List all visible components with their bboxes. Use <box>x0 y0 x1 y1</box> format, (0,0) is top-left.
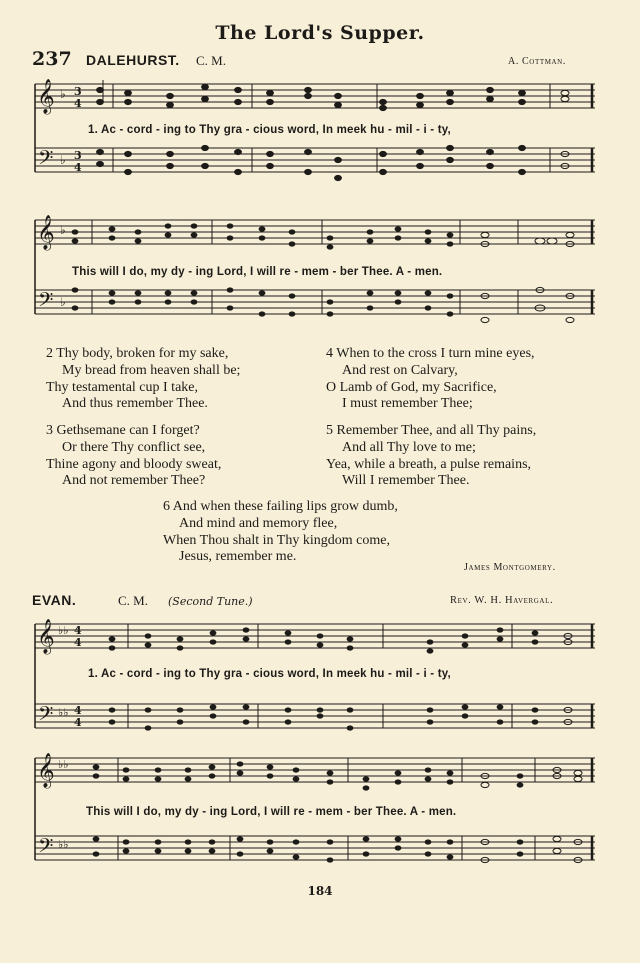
svg-text:𝄞: 𝄞 <box>37 753 55 788</box>
svg-text:4: 4 <box>74 704 82 717</box>
stanza-4 <box>326 346 535 413</box>
music-system-1 <box>30 76 600 196</box>
tune-meter: C. M. <box>196 53 226 68</box>
svg-text:𝄢: 𝄢 <box>38 146 54 174</box>
stanza-line: And mind and memory flee, <box>179 515 338 531</box>
stanza-3 <box>46 423 221 490</box>
svg-text:𝄞: 𝄞 <box>37 619 55 654</box>
lyric-line: 1. Ac - cord - ing to Thy gra - cious word, In meek hu - mil - i - ty, <box>88 668 451 680</box>
tune-name: EVAN. <box>32 592 77 608</box>
lyric-line: This will I do, my dy - ing Lord, I will re - mem - ber Thee. A - men. <box>72 266 443 278</box>
stanza-line: Jesus, remember me. <box>179 549 297 565</box>
stanza-line: When Thou shalt in Thy kingdom come, <box>163 532 390 548</box>
svg-text:♭♭: ♭♭ <box>58 838 69 851</box>
svg-text:𝄞: 𝄞 <box>37 79 55 114</box>
stanza-2 <box>46 346 240 413</box>
svg-text:4: 4 <box>74 716 82 729</box>
stanza-line: I must remember Thee; <box>342 396 473 412</box>
stanza-line: And thus remember Thee. <box>62 396 208 412</box>
stanza-line: Or there Thy conflict see, <box>62 439 206 455</box>
svg-text:4: 4 <box>74 636 82 649</box>
svg-text:♭: ♭ <box>60 223 66 237</box>
svg-text:𝄢: 𝄢 <box>38 288 54 316</box>
author-credit: James Montgomery. <box>464 562 556 573</box>
svg-text:4: 4 <box>74 97 82 110</box>
svg-text:3: 3 <box>74 149 82 162</box>
stanza-line: And all Thy love to me; <box>342 439 476 455</box>
lyric-line: 1. Ac - cord - ing to Thy gra - cious word, In meek hu - mil - i - ty, <box>88 124 451 136</box>
stanza-line: My bread from heaven shall be; <box>62 362 241 378</box>
tune-subtitle: (Second Tune.) <box>168 595 253 608</box>
hymn-number: 237 <box>32 48 72 70</box>
svg-text:4: 4 <box>74 624 82 637</box>
stanza-line: O Lamb of God, my Sacrifice, <box>326 379 497 395</box>
svg-text:♭: ♭ <box>60 153 66 167</box>
composer-credit: A. Cottman. <box>508 56 566 67</box>
page-title: The Lord's Supper. <box>215 22 425 44</box>
stanza-line: Thine agony and bloody sweat, <box>46 456 222 472</box>
svg-text:4: 4 <box>74 161 82 174</box>
stanza-line: 3 Gethsemane can I forget? <box>46 423 200 438</box>
svg-text:♭: ♭ <box>60 87 66 101</box>
stanza-line: Yea, while a breath, a pulse remains, <box>326 456 532 472</box>
page-number: 184 <box>307 884 333 898</box>
tune-name: DALEHURST. <box>86 52 180 68</box>
svg-text:♭♭: ♭♭ <box>58 758 69 771</box>
stanza-line: Will I remember Thee. <box>342 473 470 489</box>
stanza-line: And rest on Calvary, <box>342 362 458 378</box>
svg-text:3: 3 <box>74 85 82 98</box>
composer-credit: Rev. W. H. Havergal. <box>450 595 554 606</box>
stanza-6 <box>163 499 398 566</box>
tune-meter: C. M. <box>118 593 148 608</box>
svg-text:♭: ♭ <box>60 295 66 309</box>
svg-text:𝄢: 𝄢 <box>38 834 54 862</box>
svg-text:𝄢: 𝄢 <box>38 702 54 730</box>
stanza-line: 2 Thy body, broken for my sake, <box>46 346 229 361</box>
svg-text:𝄞: 𝄞 <box>37 215 55 250</box>
stanza-line: 4 When to the cross I turn mine eyes, <box>326 346 535 361</box>
lyric-line: This will I do, my dy - ing Lord, I will re - mem - ber Thee. A - men. <box>86 806 457 818</box>
stanza-5 <box>326 423 536 490</box>
svg-text:♭♭: ♭♭ <box>58 624 69 637</box>
stanza-line: 5 Remember Thee, and all Thy pains, <box>326 423 537 438</box>
stanza-line: Thy testamental cup I take, <box>46 379 198 395</box>
stanza-line: 6 And when these failing lips grow dumb, <box>163 499 398 514</box>
stanza-line: And not remember Thee? <box>62 473 206 489</box>
svg-text:♭♭: ♭♭ <box>58 706 69 719</box>
